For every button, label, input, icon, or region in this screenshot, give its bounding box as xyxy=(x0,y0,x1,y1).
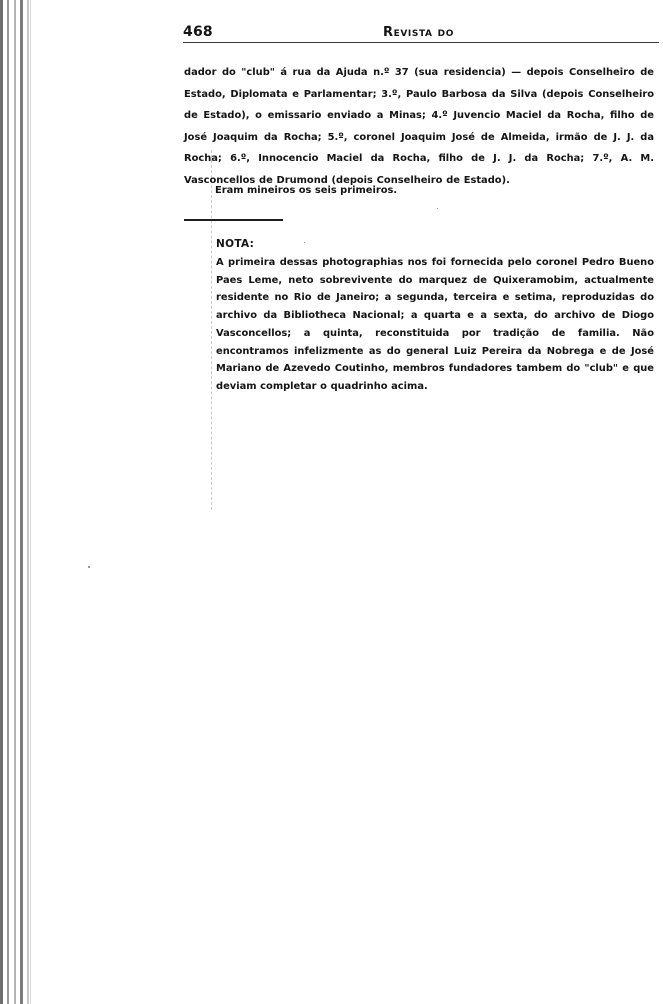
body-paragraph: dador do "club" á rua da Ajuda n.º 37 (sua residencia) — depois Conselheiro de Estado, Diplomata e Parlamentar; 3.º, Paulo Barbosa da Silva (depois Conselheiro de Estado), o emissario enviado a Minas; 4.º Juvencio Maciel da Rocha, filho de José Joaquim da Rocha; 5.º, coronel Joaquim José de Almeida, irmão de J. J. da Rocha; 6.º, Innocencio Maciel da Rocha, filho de J. J. da Rocha; 7.º, A. M. Vasconcellos de Drumond (depois Conselheiro de Estado). xyxy=(184,67,654,186)
binding-gutter-line xyxy=(0,0,3,1004)
note-separator-rule xyxy=(184,219,283,221)
page-header xyxy=(183,24,655,44)
scan-speck xyxy=(437,208,438,209)
binding-gutter-line xyxy=(30,0,31,1004)
running-title: Revista do xyxy=(383,25,455,40)
binding-gutter-line xyxy=(14,0,16,1004)
header-rule xyxy=(183,42,659,43)
page-number: 468 xyxy=(183,24,213,40)
scan-speck xyxy=(88,566,90,568)
closing-sentence: Eram mineiros os seis primeiros. xyxy=(215,185,398,196)
bleed-through-line xyxy=(211,150,212,510)
note-paragraph: A primeira dessas photographias nos foi fornecida pelo coronel Pedro Bueno Paes Leme, neto sobrevivente do marquez de Quixeramobim, actualmente residente no Rio de Janeiro; a segunda, terceira e setima, reproduzidas do archivo da Bibliotheca Nacional; a quarta e a sexta, do archivo de Diogo Vasconcellos; a quinta, reconstituida por tradição de familia. Não encontramos infelizmente as do general Luiz Pereira da Nobrega e de José Mariano de Azevedo Coutinho, membros fundadores tambem do "club" e que deviam completar o quadrinho acima. xyxy=(216,257,654,392)
scan-speck xyxy=(304,242,305,243)
binding-gutter-line xyxy=(7,0,9,1004)
note-heading: NOTA: xyxy=(216,238,255,250)
binding-gutter-line xyxy=(27,0,29,1004)
binding-gutter-line xyxy=(20,0,23,1004)
note-section xyxy=(216,254,654,396)
body-section xyxy=(184,62,654,191)
